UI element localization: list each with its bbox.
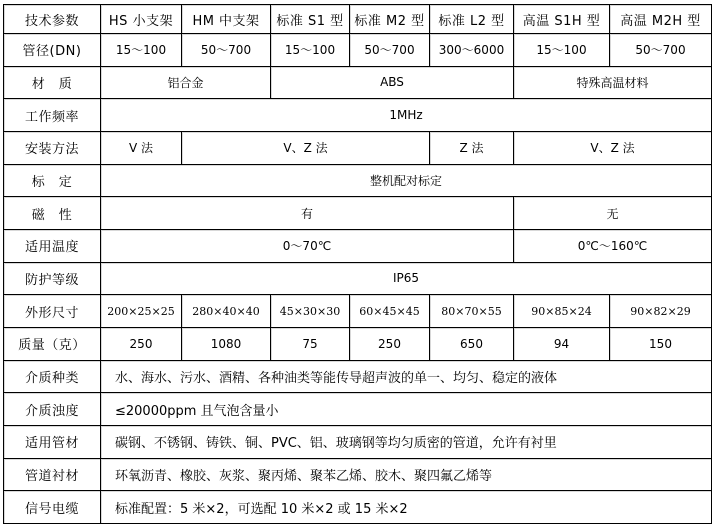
table-cell: 75 (271, 328, 350, 361)
table-cell: 94 (514, 328, 610, 361)
row-label: 适用温度 (4, 230, 101, 263)
row-dimensions (4, 295, 712, 328)
row-label: 材 质 (4, 67, 101, 100)
table-cell: 1080 (182, 328, 271, 361)
header-label: 技术参数 (4, 5, 101, 34)
spec-table (3, 4, 712, 524)
table-cell: 45×30×30 (271, 295, 350, 328)
row-label: 工作频率 (4, 99, 101, 132)
model-s1: 标准 S1 型 (271, 5, 350, 34)
row-medium (4, 361, 712, 394)
row-label: 标 定 (4, 165, 101, 198)
row-temperature (4, 230, 712, 263)
table-cell: 标准配置：5 米×2，可选配 10 米×2 或 15 米×2 (101, 491, 712, 524)
row-pipe (4, 426, 712, 459)
row-label: 信号电缆 (4, 491, 101, 524)
table-cell: V、Z 法 (182, 132, 430, 165)
row-label: 安装方法 (4, 132, 101, 165)
table-cell: ≤20000ppm 且气泡含量小 (101, 393, 712, 426)
table-cell: 200×25×25 (101, 295, 182, 328)
table-cell: 0～70℃ (101, 230, 514, 263)
table-cell: IP65 (101, 263, 712, 296)
table-cell: 50～700 (610, 34, 712, 67)
table-cell: V 法 (101, 132, 182, 165)
row-label: 管道衬材 (4, 459, 101, 492)
table-cell: 50～700 (182, 34, 271, 67)
table-cell: 80×70×55 (430, 295, 514, 328)
row-label: 外形尺寸 (4, 295, 101, 328)
row-material (4, 67, 712, 100)
table-cell: ABS (271, 67, 514, 100)
table-cell: 150 (610, 328, 712, 361)
table-cell: 15～100 (271, 34, 350, 67)
table-cell: 环氧沥青、橡胶、灰浆、聚丙烯、聚苯乙烯、胶木、聚四氟乙烯等 (101, 459, 712, 492)
row-protection (4, 263, 712, 296)
table-cell: 280×40×40 (182, 295, 271, 328)
table-cell: 90×82×29 (610, 295, 712, 328)
table-cell: 特殊高温材料 (514, 67, 712, 100)
row-install (4, 132, 712, 165)
row-label: 介质浊度 (4, 393, 101, 426)
table-cell: 无 (514, 197, 712, 230)
row-frequency (4, 99, 712, 132)
row-dn (4, 34, 712, 67)
table-cell: 铝合金 (101, 67, 271, 100)
row-label: 磁 性 (4, 197, 101, 230)
model-m2: 标准 M2 型 (350, 5, 430, 34)
row-label: 防护等级 (4, 263, 101, 296)
table-cell: 15～100 (101, 34, 182, 67)
table-cell: 1MHz (101, 99, 712, 132)
model-hm: HM 中支架 (182, 5, 271, 34)
table-cell: 250 (101, 328, 182, 361)
table-cell: 650 (430, 328, 514, 361)
model-hs: HS 小支架 (101, 5, 182, 34)
table-cell: 60×45×45 (350, 295, 430, 328)
row-magnetism (4, 197, 712, 230)
table-cell: 有 (101, 197, 514, 230)
table-cell: 碳钢、不锈钢、铸铁、铜、PVC、铝、玻璃钢等均匀质密的管道，允许有衬里 (101, 426, 712, 459)
table-cell: 15～100 (514, 34, 610, 67)
model-m2h: 高温 M2H 型 (610, 5, 712, 34)
row-calibration (4, 165, 712, 198)
row-label: 介质种类 (4, 361, 101, 394)
table-cell: 90×85×24 (514, 295, 610, 328)
row-lining (4, 459, 712, 492)
row-turbidity (4, 393, 712, 426)
table-cell: Z 法 (430, 132, 514, 165)
model-l2: 标准 L2 型 (430, 5, 514, 34)
table-cell: 水、海水、污水、酒精、各种油类等能传导超声波的单一、均匀、稳定的液体 (101, 361, 712, 394)
table-cell: 整机配对标定 (101, 165, 712, 198)
header-row (4, 5, 712, 34)
table-cell: 0℃～160℃ (514, 230, 712, 263)
row-weight (4, 328, 712, 361)
row-cable (4, 491, 712, 524)
table-cell: 50～700 (350, 34, 430, 67)
row-label: 质量（克） (4, 328, 101, 361)
row-label: 适用管材 (4, 426, 101, 459)
table-cell: 250 (350, 328, 430, 361)
row-label: 管径(DN) (4, 34, 101, 67)
model-s1h: 高温 S1H 型 (514, 5, 610, 34)
table-cell: V、Z 法 (514, 132, 712, 165)
table-cell: 300～6000 (430, 34, 514, 67)
